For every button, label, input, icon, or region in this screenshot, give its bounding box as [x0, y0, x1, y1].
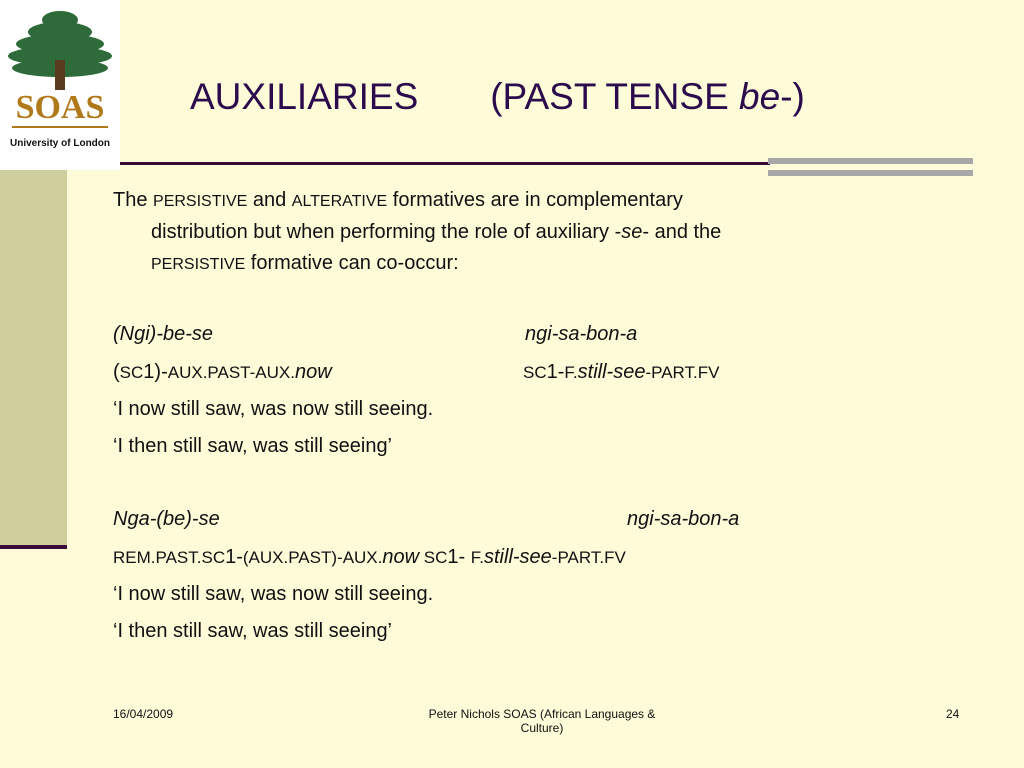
svg-text:University of London: University of London — [10, 138, 110, 149]
example1-gloss-left — [113, 361, 332, 384]
gloss-part: 1- — [447, 546, 471, 568]
title-italic: be — [739, 76, 781, 117]
para-text: and — [247, 189, 292, 211]
gloss-part: REM.PAST.SC — [113, 548, 226, 567]
example2-translation-1: ‘I now still saw, was now still seeing. — [113, 583, 434, 605]
gloss-part: AUX.PAST-AUX. — [167, 363, 295, 382]
title-paren-close: -) — [780, 76, 805, 117]
para-text: - and the — [642, 221, 722, 243]
gloss-part: still-see — [577, 361, 646, 383]
example2-gloss — [113, 546, 626, 569]
footer-center-line: Peter Nichols SOAS (African Languages & — [428, 707, 656, 721]
example2-left-form: Nga-(be)-se — [113, 508, 220, 530]
footer-date: 16/04/2009 — [113, 707, 174, 721]
para-text: distribution but when performing the role of auxiliary - — [151, 221, 622, 243]
gloss-part: -PART.FV — [551, 548, 626, 567]
para-italic: se — [621, 221, 643, 243]
gloss-part: 1- — [225, 546, 243, 568]
example2-translation-2: ‘I then still saw, was still seeing’ — [113, 620, 393, 642]
gloss-part: SC — [419, 548, 448, 567]
footer-page-number: 24 — [946, 707, 960, 721]
gloss-part: 1- — [546, 361, 565, 383]
title-accent-bar-2 — [768, 170, 973, 176]
footer-center-line: Culture) — [520, 721, 564, 735]
gloss-part: F. — [470, 548, 484, 567]
gloss-part: SC — [523, 363, 547, 382]
svg-text:SOAS: SOAS — [15, 89, 105, 126]
gloss-part: now — [382, 546, 420, 568]
title-paren-open: (PAST TENSE — [490, 76, 740, 117]
gloss-part: 1)- — [143, 361, 168, 383]
gloss-part: F. — [564, 363, 578, 382]
example1-translation-2: ‘I then still saw, was still seeing’ — [113, 435, 393, 457]
title-accent-bar-1 — [768, 158, 973, 164]
gloss-part: now — [294, 361, 332, 383]
footer-center — [392, 707, 692, 735]
example1-gloss-right — [523, 361, 719, 384]
gloss-part: SC — [119, 363, 144, 382]
gloss-part: still-see — [484, 546, 552, 568]
gloss-part: ( — [113, 361, 120, 383]
gloss-part: -PART.FV — [645, 363, 720, 382]
title-main: AUXILIARIES — [190, 76, 419, 117]
para-text: formatives are in complementary — [387, 189, 683, 211]
intro-paragraph — [113, 185, 913, 280]
para-text: The — [113, 189, 154, 211]
para-indent-line — [113, 217, 913, 248]
left-accent-band — [0, 170, 67, 545]
tree-logo-icon — [0, 0, 120, 170]
para-indent-line — [113, 248, 913, 280]
example1-translation-1: ‘I now still saw, was now still seeing. — [113, 398, 434, 420]
example1-left-form: (Ngi)-be-se — [113, 323, 214, 345]
title-underline — [120, 162, 770, 165]
gloss-part: (AUX.PAST)-AUX. — [242, 548, 383, 567]
para-smallcaps: ALTERATIVE — [291, 193, 388, 210]
example1-right-form: ngi-sa-bon-a — [525, 323, 638, 345]
para-smallcaps: PERSISTIVE — [151, 256, 246, 273]
example2-right-form: ngi-sa-bon-a — [627, 508, 740, 530]
para-smallcaps: PERSISTIVE — [153, 193, 248, 210]
para-text: formative can co-occur: — [245, 252, 459, 274]
slide-title — [190, 76, 805, 118]
left-accent-rule — [0, 545, 67, 549]
soas-logo — [0, 0, 120, 170]
